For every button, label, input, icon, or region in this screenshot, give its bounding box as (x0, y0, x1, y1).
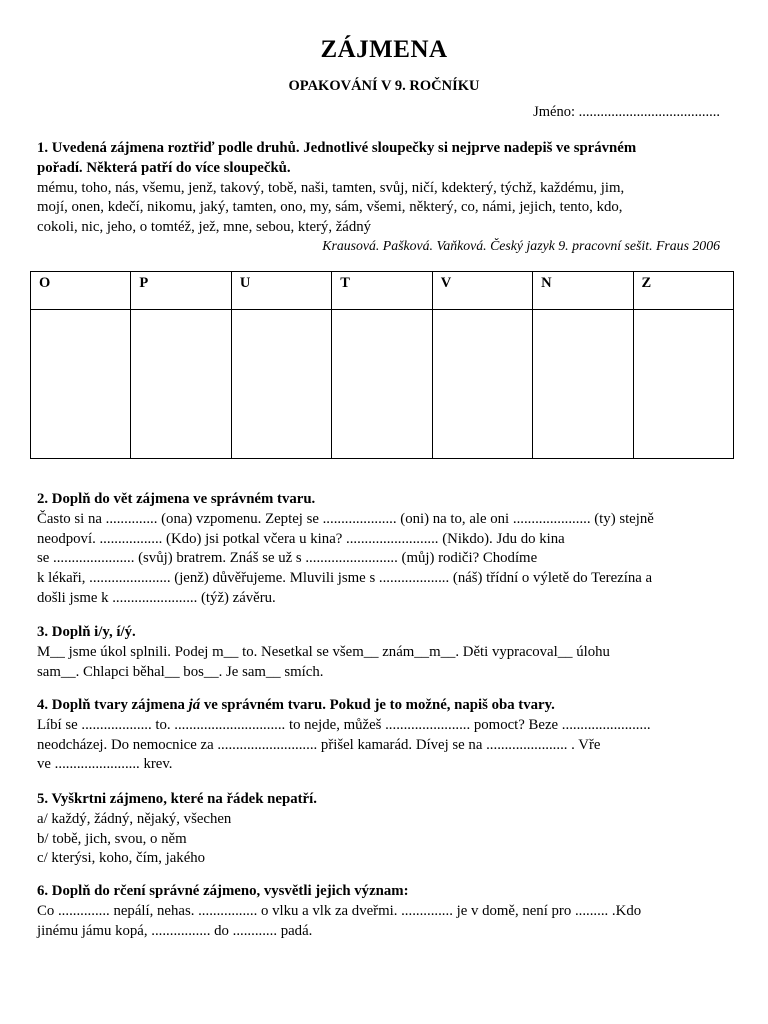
exercise-2-line: k lékaři, ...................... (jenž) důvěřujeme. Mluvili jsme s ................... (náš) třídní o výletě do Terezína a (37, 570, 653, 587)
exercise-1-words-line: mojí, onen, kdečí, nikomu, jaký, tamten, ono, my, sám, všemi, některý, co, námi, jejich, tento, kdo, (37, 199, 623, 216)
answer-cell[interactable] (131, 310, 231, 459)
exercise-1-words-line: cokoli, nic, jeho, o tomtéž, jež, mne, sebou, který, žádný (37, 219, 372, 236)
exercise-1-heading-line: pořadí. Některá patří do více sloupečků. (37, 159, 291, 176)
exercise-3-line: sam__. Chlapci běhal__ bos__. Je sam__ smích. (37, 663, 324, 680)
answer-cell[interactable] (633, 310, 733, 459)
page-title: ZÁJMENA (320, 36, 448, 63)
exercise-6 (37, 882, 731, 941)
answer-cell[interactable] (332, 310, 432, 459)
column-header: U (231, 272, 331, 310)
exercise-2-heading: 2. Doplň do vět zájmena ve správném tvaru. (37, 491, 316, 507)
exercise-4-heading (37, 696, 731, 716)
exercise-1-words-line: mému, toho, nás, všemu, jenž, takový, tobě, naši, tamten, svůj, ničí, kdekterý, týchž, každému, jim, (37, 179, 625, 196)
answer-cell[interactable] (533, 310, 633, 459)
exercise-3-line: M__ jsme úkol splnili. Podej m__ to. Nesetkal se všem__ znám__m__. Děti vypracoval__ úlohu (37, 643, 610, 660)
exercise-3 (37, 623, 731, 682)
exercise-4 (37, 696, 731, 775)
exercise-4-line: ve ....................... krev. (37, 756, 173, 773)
exercise-1-heading-line: 1. Uvedená zájmena roztřiď podle druhů. Jednotlivé sloupečky si nejprve nadepiš ve správném (37, 140, 637, 156)
exercise-2-line: Často si na .............. (ona) vzpomenu. Zeptej se .................... (oni) na to, ale oni ..................... (ty) stejně (37, 510, 654, 527)
exercise-2 (37, 490, 731, 609)
exercise-1-source: Krausová. Pašková. Vaňková. Český jazyk 9. pracovní sešit. Fraus 2006 (322, 238, 720, 253)
column-header: O (31, 272, 131, 310)
exercise-4-line: Líbí se ................... to. .............................. to nejde, můžeš ....................... pomoct? Beze ........................ (37, 716, 651, 733)
exercise-6-heading: 6. Doplň do rčení správné zájmeno, vysvětli jejich význam: (37, 883, 409, 899)
exercise-4-heading-b: ve správném tvaru. Pokud je to možné, napiš oba tvary. (200, 697, 555, 713)
answer-cell[interactable] (432, 310, 532, 459)
table-header-row (31, 272, 734, 310)
exercise-2-line: došli jsme k ....................... (týž) závěru. (37, 589, 276, 606)
column-header: T (332, 272, 432, 310)
exercise-2-line: neodpoví. ................. (Kdo) jsi potkal včera u kina? ......................... (Nikdo). Jdu do kina (37, 530, 565, 547)
exercise-5-option: c/ kterýsi, koho, čím, jakého (37, 850, 206, 867)
exercise-2-line: se ...................... (svůj) bratrem. Znáš se už s ......................... (můj) rodiči? Chodíme (37, 550, 538, 567)
exercise-1 (37, 139, 731, 238)
exercise-4-heading-a: 4. Doplň tvary zájmena (37, 697, 189, 713)
exercise-5-option: a/ každý, žádný, nějaký, všechen (37, 810, 232, 827)
exercise-5 (37, 790, 731, 869)
column-header: V (432, 272, 532, 310)
exercise-6-line: jinému jámu kopá, ................ do ............ padá. (37, 922, 313, 939)
column-header: N (533, 272, 633, 310)
pronoun-sort-table (30, 271, 734, 459)
exercise-5-option: b/ tobě, jich, svou, o něm (37, 830, 187, 847)
column-header: Z (633, 272, 733, 310)
exercise-6-line: Co .............. nepálí, nehas. ................ o vlku a vlk za dveřmi. .............. je v domě, není pro ......... .Kdo (37, 902, 642, 919)
answer-cell[interactable] (231, 310, 331, 459)
exercise-3-heading: 3. Doplň i/y, í/ý. (37, 624, 136, 640)
exercise-4-line: neodcházej. Do nemocnice za ........................... přišel kamarád. Dívej se na ...................... . Vře (37, 736, 601, 753)
column-header: P (131, 272, 231, 310)
exercise-4-heading-pronoun: já (188, 697, 201, 713)
table-answer-row (31, 310, 734, 459)
exercise-5-heading: 5. Vyškrtni zájmeno, které na řádek nepatří. (37, 791, 317, 807)
page-subtitle: OPAKOVÁNÍ V 9. ROČNÍKU (288, 78, 480, 94)
answer-cell[interactable] (31, 310, 131, 459)
name-field-label: Jméno: ....................................... (533, 104, 720, 120)
